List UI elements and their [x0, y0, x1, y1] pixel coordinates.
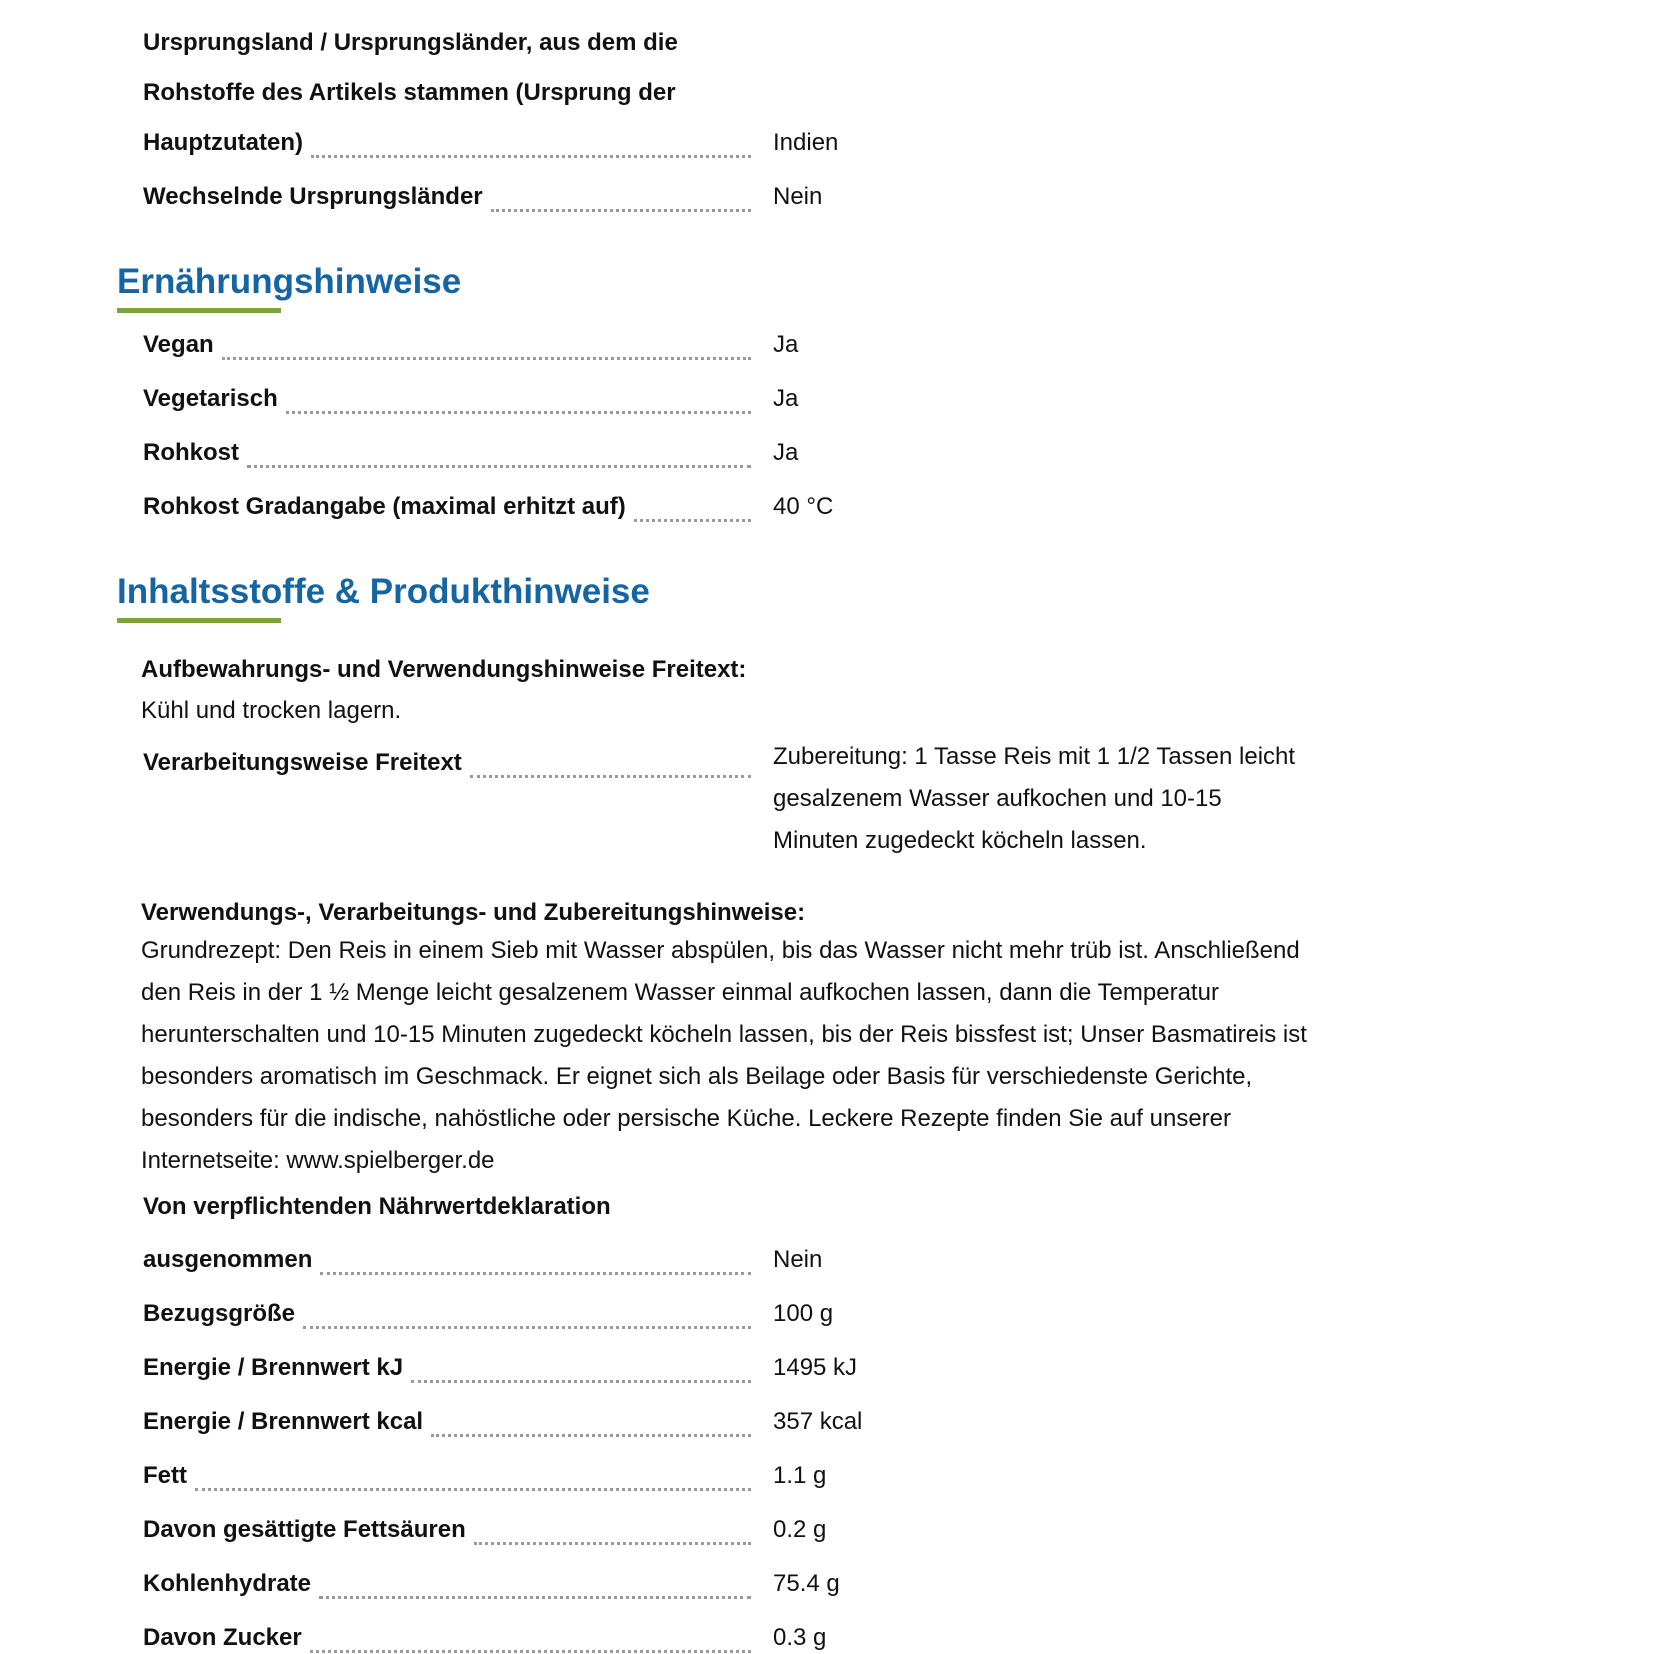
nutrition-note-row [143, 374, 1343, 414]
changing-origin-value: Nein [773, 183, 823, 210]
exempt-label-line1: Von verpflichtenden Nährwertdeklaration [143, 1193, 611, 1220]
nutrition-note-label [143, 428, 751, 478]
nutrient-label [143, 1505, 751, 1555]
nutrition-note-value: Ja [773, 439, 799, 466]
nutrient-value: 0.2 g [773, 1516, 827, 1543]
nutrition-note-label [143, 482, 751, 532]
nutrient-row [143, 1289, 1343, 1329]
nutrient-label-text: Fett [143, 1462, 187, 1489]
heading-underline [117, 618, 281, 623]
section-heading-ingredients: Inhaltsstoffe & Produkthinweise [117, 572, 650, 611]
processing-value-line: Zubereitung: 1 Tasse Reis mit 1 1/2 Tassen leicht [773, 743, 1296, 770]
origin-label-line2: Rohstoffe des Artikels stammen (Ursprung der [143, 79, 676, 106]
origin-label-line3: Hauptzutaten) [143, 129, 303, 156]
origin-value: Indien [773, 129, 839, 156]
nutrient-label-text: Energie / Brennwert kcal [143, 1408, 424, 1435]
nutrient-label-text: Energie / Brennwert kJ [143, 1354, 404, 1381]
processing-label [143, 738, 751, 788]
nutrient-value: 1.1 g [773, 1462, 827, 1489]
nutrient-value: 75.4 g [773, 1570, 840, 1597]
nutrition-note-value: 40 °C [773, 493, 834, 520]
usage-text-line: besonders für die indische, nahöstliche oder persische Küche. Leckere Rezepte finden Sie auf unserer [141, 1105, 1231, 1132]
usage-text [141, 930, 1381, 1182]
dotted-leader [319, 1596, 751, 1599]
section-heading-nutrition-notes: Ernährungshinweise [117, 262, 462, 301]
processing-value-line: Minuten zugedeckt köcheln lassen. [773, 827, 1147, 854]
dotted-leader [411, 1380, 751, 1383]
origin-label [143, 118, 751, 168]
nutrient-row [143, 1505, 1343, 1545]
dotted-leader [320, 1272, 751, 1275]
nutrition-note-row [143, 320, 1343, 360]
nutrition-note-label-text: Vegetarisch [143, 385, 278, 412]
nutrient-row [143, 1559, 1343, 1599]
nutrient-label-text: Bezugsgröße [143, 1300, 296, 1327]
dotted-leader [431, 1434, 751, 1437]
exempt-value: Nein [773, 1246, 823, 1273]
dotted-leader [247, 465, 751, 468]
nutrition-note-row [143, 428, 1343, 468]
usage-text-line: besonders aromatisch im Geschmack. Er eignet sich als Beilage oder Basis für verschiedenste Gerichte, [141, 1063, 1253, 1090]
dotted-leader [310, 1650, 751, 1653]
nutrient-row [143, 1613, 1343, 1653]
nutrition-note-value: Ja [773, 331, 799, 358]
nutrition-note-label-text: Rohkost [143, 439, 239, 466]
nutrient-label [143, 1289, 751, 1339]
exempt-row [143, 1235, 1343, 1275]
dotted-leader [286, 411, 751, 414]
usage-text-line: herunterschalten und 10-15 Minuten zugedeckt köcheln lassen, bis der Reis bissfest ist; Unser Basmatireis ist [141, 1021, 1307, 1048]
dotted-leader [470, 775, 751, 778]
processing-label-text: Verarbeitungsweise Freitext [143, 749, 462, 776]
exempt-label [143, 1235, 751, 1285]
heading-underline [117, 308, 281, 313]
nutrient-label [143, 1451, 751, 1501]
nutrient-value: 100 g [773, 1300, 834, 1327]
nutrition-note-value: Ja [773, 385, 799, 412]
origin-row [143, 118, 1343, 158]
nutrient-label [143, 1559, 751, 1609]
dotted-leader [311, 155, 751, 158]
nutrition-note-row [143, 482, 1343, 522]
usage-text-line: den Reis in der 1 ½ Menge leicht gesalzenem Wasser einmal aufkochen lassen, dann die Temperatur [141, 979, 1219, 1006]
nutrition-note-label [143, 320, 751, 370]
usage-text-line: Internetseite: www.spielberger.de [141, 1147, 495, 1174]
changing-origin-label-text: Wechselnde Ursprungsländer [143, 183, 483, 210]
dotted-leader [634, 519, 751, 522]
nutrient-row [143, 1343, 1343, 1383]
nutrient-label-text: Kohlenhydrate [143, 1570, 312, 1597]
nutrient-value: 357 kcal [773, 1408, 863, 1435]
dotted-leader [491, 209, 751, 212]
nutrition-note-label-text: Rohkost Gradangabe (maximal erhitzt auf) [143, 493, 626, 520]
nutrition-note-label [143, 374, 751, 424]
storage-title: Aufbewahrungs- und Verwendungshinweise Freitext: [141, 656, 747, 683]
nutrient-label-text: Davon Zucker [143, 1624, 302, 1651]
dotted-leader [222, 357, 751, 360]
exempt-label-line2: ausgenommen [143, 1246, 313, 1273]
processing-value-line: gesalzenem Wasser aufkochen und 10-15 [773, 785, 1222, 812]
nutrient-label [143, 1613, 751, 1654]
origin-label-line1: Ursprungsland / Ursprungsländer, aus dem die [143, 29, 678, 56]
processing-value [773, 736, 1373, 862]
usage-text-line: Grundrezept: Den Reis in einem Sieb mit Wasser abspülen, bis das Wasser nicht mehr trüb ist. Anschließend [141, 937, 1300, 964]
dotted-leader [474, 1542, 751, 1545]
storage-text: Kühl und trocken lagern. [141, 697, 402, 724]
changing-origin-label [143, 172, 751, 222]
nutrient-row [143, 1451, 1343, 1491]
usage-title: Verwendungs-, Verarbeitungs- und Zubereitungshinweise: [141, 899, 806, 926]
nutrition-note-label-text: Vegan [143, 331, 214, 358]
nutrient-label-text: Davon gesättigte Fettsäuren [143, 1516, 466, 1543]
nutrient-value: 1495 kJ [773, 1354, 858, 1381]
nutrient-row [143, 1397, 1343, 1437]
changing-origin-row [143, 172, 1343, 212]
dotted-leader [303, 1326, 751, 1329]
dotted-leader [195, 1488, 751, 1491]
nutrient-label [143, 1397, 751, 1447]
nutrient-value: 0.3 g [773, 1624, 827, 1651]
nutrient-label [143, 1343, 751, 1393]
